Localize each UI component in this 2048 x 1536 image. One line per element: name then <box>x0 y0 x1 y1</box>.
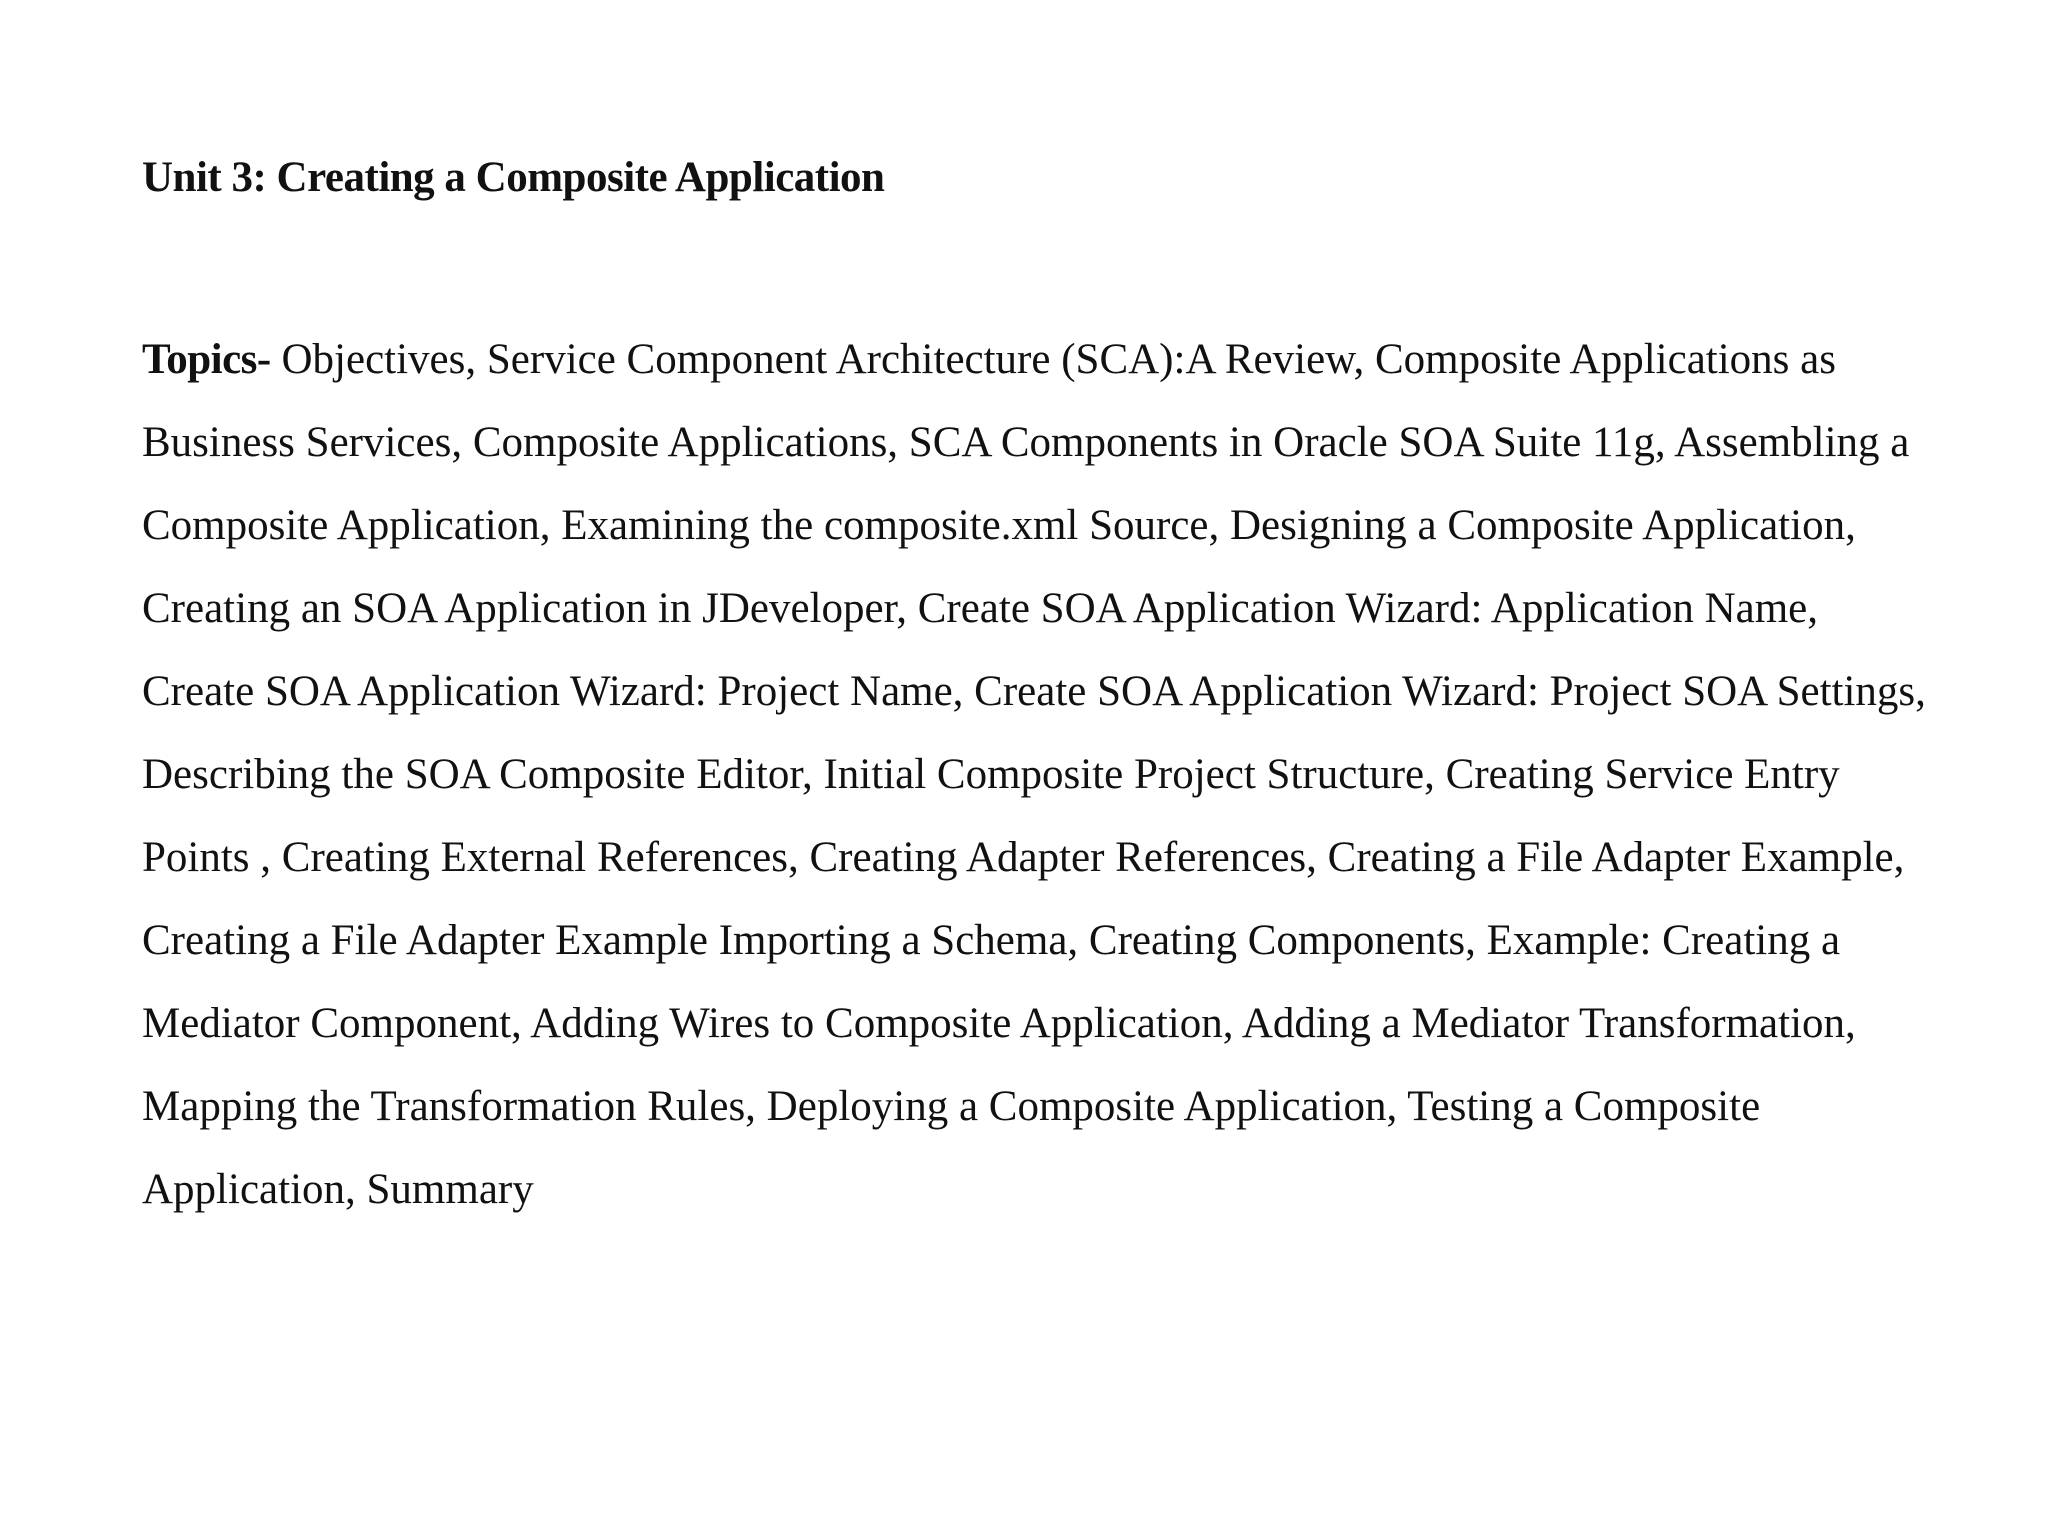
unit-heading: Unit 3: Creating a Composite Application <box>142 154 885 201</box>
topics-paragraph <box>142 318 1932 1231</box>
topics-label: Topics- <box>142 336 271 383</box>
topics-text: Objectives, Service Component Architecture (SCA):A Review, Composite Applications as Business Services, Composite Applications, SCA Components in Oracle SOA Suite 11g, Assembling a Composite Application, Examining the composite.xml Source, Designing a Composite Application, Creating an SOA Application in JDeveloper, Create SOA Application Wizard: Application Name, Create SOA Application Wizard: Project Name, Create SOA Application Wizard: Project SOA Settings, Describing the SOA Composite Editor, Initial Composite Project Structure, Creating Service Entry Points , Creating External References, Creating Adapter References, Creating a File Adapter Example, Creating a File Adapter Example Importing a Schema, Creating Components, Example: Creating a Mediator Component, Adding Wires to Composite Application, Adding a Mediator Transformation, Mapping the Transformation Rules, Deploying a Composite Application, Testing a Composite Application, Summary <box>142 336 1926 1213</box>
